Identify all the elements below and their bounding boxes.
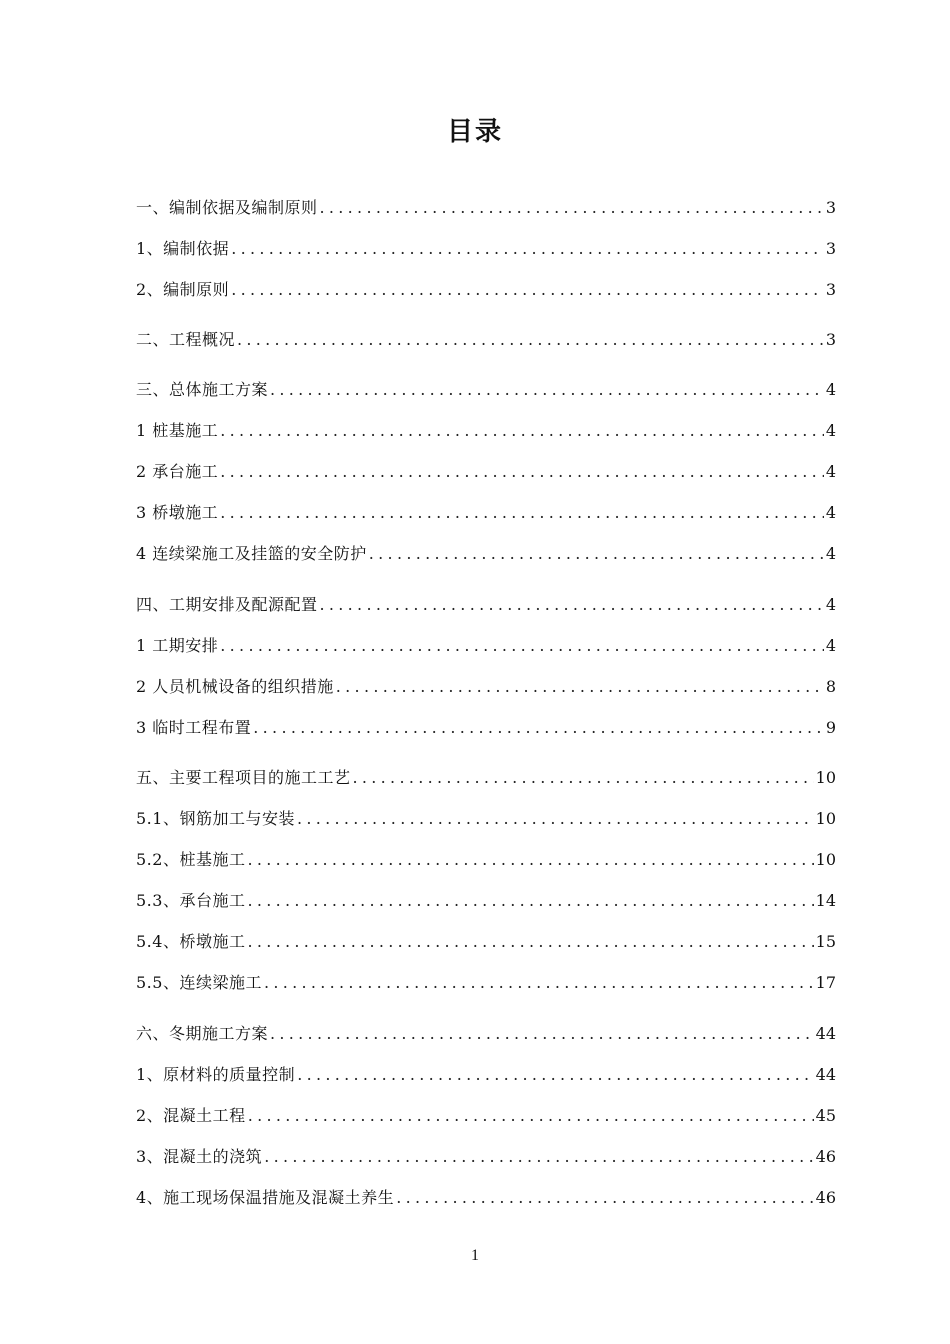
toc-entry-page: 14 [815,891,836,910]
dot-leader [320,196,824,220]
toc-entry-page: 46 [815,1147,836,1166]
dot-leader [320,593,824,617]
toc-entry-label: 3 临时工程布置 [136,718,252,737]
toc-entry[interactable] [136,971,836,995]
toc-entry[interactable] [136,1104,836,1128]
page-number: 1 [471,1247,479,1264]
toc-entry[interactable] [136,807,836,831]
toc-entry-page: 3 [825,280,836,299]
toc-entry[interactable] [136,278,836,302]
toc-entry-page: 4 [825,503,836,522]
dot-leader [237,328,824,352]
toc-entry-label: 五、主要工程项目的施工工艺 [136,768,351,787]
dot-leader [297,1063,813,1087]
dot-leader [264,971,814,995]
toc-entry-label: 二、工程概况 [136,330,236,349]
toc-entry-label: 2、编制原则 [136,280,230,299]
toc-entry-page: 3 [825,198,836,217]
toc-entry-page: 9 [825,718,836,737]
toc-entry-label: 3 桥墩施工 [136,503,219,522]
dot-leader [270,1022,814,1046]
dot-leader [253,716,824,740]
dot-leader [396,1186,813,1210]
toc-entry-label: 三、总体施工方案 [136,380,269,399]
toc-entry-label: 5.1、钢筋加工与安装 [136,809,295,828]
dot-leader [220,501,824,525]
toc-entry-page: 4 [825,462,836,481]
toc-entry-page: 4 [825,380,836,399]
page-title: 目录 [446,117,503,147]
dot-leader [248,1104,814,1128]
toc-entry[interactable] [136,593,836,617]
toc-entry-label: 5.3、承台施工 [136,891,246,910]
dot-leader [247,889,813,913]
toc-entry-page: 45 [815,1106,836,1125]
dot-leader [247,930,813,954]
toc-entry-label: 5.5、连续梁施工 [136,973,262,992]
toc-entry-label: 5.4、桥墩施工 [136,932,246,951]
toc-entry-page: 44 [815,1065,836,1084]
dot-leader [247,848,813,872]
toc-entry[interactable] [136,378,836,402]
toc-entry-label: 2、混凝土工程 [136,1106,246,1125]
toc-entry[interactable] [136,501,836,525]
toc-entry-label: 1 桩基施工 [136,421,219,440]
toc-entry-page: 4 [825,595,836,614]
dot-leader [264,1145,813,1169]
toc-entry[interactable] [136,675,836,699]
dot-leader [220,634,824,658]
toc-entry-page: 4 [825,544,836,563]
dot-leader [220,419,824,443]
toc-entry[interactable] [136,848,836,872]
toc-entry-label: 四、工期安排及配源配置 [136,595,318,614]
toc-entry-page: 10 [815,809,836,828]
dot-leader [220,460,824,484]
toc-entry-label: 1、原材料的质量控制 [136,1065,296,1084]
toc-entry[interactable] [136,328,836,352]
toc-entry-page: 4 [825,421,836,440]
toc-entry[interactable] [136,930,836,954]
toc-entry-label: 5.2、桩基施工 [136,850,246,869]
toc-entry-label: 2 人员机械设备的组织措施 [136,677,334,696]
toc-entry[interactable] [136,716,836,740]
toc-entry[interactable] [136,460,836,484]
toc-entry-label: 六、冬期施工方案 [136,1024,269,1043]
toc-entry-page: 8 [825,677,836,696]
toc-entry[interactable] [136,766,836,790]
toc-entry-page: 3 [825,239,836,258]
toc-entry[interactable] [136,1145,836,1169]
toc-entry-label: 3、混凝土的浇筑 [136,1147,263,1166]
toc-entry-label: 4、施工现场保温措施及混凝土养生 [136,1188,395,1207]
toc-entry[interactable] [136,634,836,658]
dot-leader [297,807,814,831]
toc-entry-page: 10 [815,768,836,787]
toc-entry[interactable] [136,1063,836,1087]
dot-leader [369,542,824,566]
toc-entry-page: 4 [825,636,836,655]
toc-entry[interactable] [136,1022,836,1046]
dot-leader [231,278,824,302]
toc-entry-label: 4 连续梁施工及挂篮的安全防护 [136,544,367,563]
toc-entry[interactable] [136,237,836,261]
dot-leader [336,675,824,699]
toc-entry[interactable] [136,542,836,566]
toc-entry-page: 15 [815,932,836,951]
toc-entry-page: 3 [825,330,836,349]
toc-entry[interactable] [136,1186,836,1210]
dot-leader [270,378,824,402]
toc-entry-page: 46 [815,1188,836,1207]
toc-entry[interactable] [136,196,836,220]
dot-leader [353,766,814,790]
toc-entry[interactable] [136,419,836,443]
toc-entry-label: 1 工期安排 [136,636,219,655]
toc-entry-label: 2 承台施工 [136,462,219,481]
toc-entry-label: 一、编制依据及编制原则 [136,198,318,217]
toc-entry-page: 10 [815,850,836,869]
toc-entry[interactable] [136,889,836,913]
toc-entry-label: 1、编制依据 [136,239,230,258]
dot-leader [231,237,824,261]
toc-entry-page: 44 [815,1024,836,1043]
toc-entry-page: 17 [815,973,836,992]
